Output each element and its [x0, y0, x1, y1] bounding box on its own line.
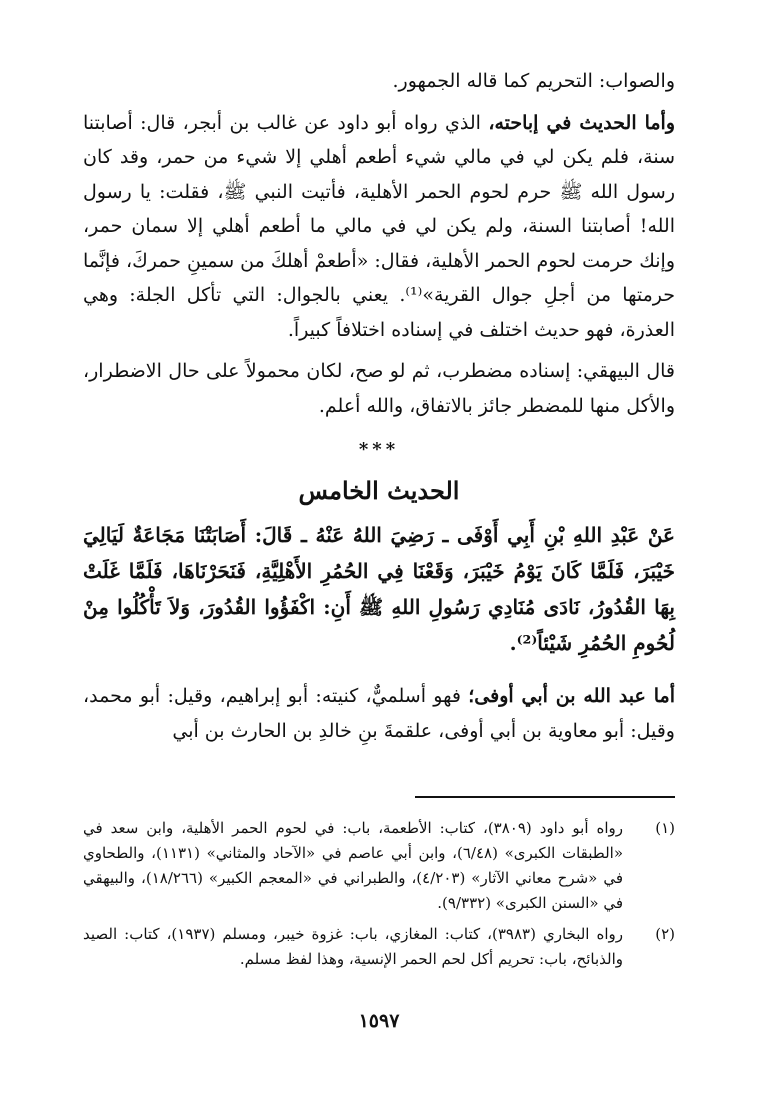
paragraph-body: الذي رواه أبو داود عن غالب بن أبجر، قال: أصابتنا سنة، فلم يكن لي في مالي شيء أطعم أهلي إلا شيء من حمر، وقد كان رسول الله ﷺ حرم لحوم الحمر الأهلية، فأتيت النبي ﷺ، فقلت: يا رسول الله! أصابتنا السنة، ولم يكن لي في مالي ما أطعم أهلي إلا سمان حمر، وإنك حرمت لحوم الحمر الأهلية، فقال: «أطعمْ أهلكَ من سمينِ حمركَ، فإنَّما حرمتها من أجلِ جوال القرية»⁽¹⁾. يعني بالجوال: التي تأكل الجلة: وهي العذرة، فهو حديث اختلف في إسناده اختلافاً كبيراً.	[83, 111, 675, 341]
footnote-text: رواه أبو داود (٣٨٠٩)، كتاب: الأطعمة، باب: في لحوم الحمر الأهلية، وابن سعد في «الطبقات الكبرى» (٦/٤٨)، وابن أبي عاصم في «الآحاد والمثاني» (١١٣١)، والطحاوي في «شرح معاني الآثار» (٤/٢٠٣)، والطبراني في «المعجم الكبير» (١٨/٢٦٦)، والبيهقي في «السنن الكبرى» (٩/٣٣٢).	[83, 819, 624, 912]
footnote-number: (٢)	[655, 925, 675, 943]
paragraph-bayhaqi	[83, 354, 675, 423]
main-text	[83, 64, 675, 748]
paragraph-conclusion	[83, 64, 675, 99]
paragraph-narrator	[83, 679, 675, 748]
paragraph-bayhaqi-text: قال البيهقي: إسناده مضطرب، ثم لو صح، لكان محمولاً على حال الاضطرار، والأكل منها للمضطر جائز بالاتفاق، والله أعلم.	[83, 360, 675, 417]
hadith-text: عَنْ عَبْدِ اللهِ بْنِ أَبِي أَوْفَى ـ رَضِيَ اللهُ عَنْهُ ـ قَالَ: أَصَابَتْنَا مَجَاعَةٌ لَيَالِيَ خَيْبَرَ، فَلَمَّا كَانَ يَوْمُ خَيْبَرَ، وَقَعْنَا فِي الحُمُرِ الأَهْلِيَّةِ، فَنَحَرْنَاهَا، فَلَمَّا غَلَتْ بِهَا القُدُورُ، نَادَى مُنَادِي رَسُولِ اللهِ ﷺ أَنِ: اكْفَؤُوا القُدُورَ، وَلاَ تَأْكُلُوا مِنْ لُحُومِ الحُمُرِ شَيْئاً⁽²⁾.	[83, 523, 675, 655]
footnote-2	[83, 922, 675, 972]
footnote-text: رواه البخاري (٣٩٨٣)، كتاب: المغازي، باب: غزوة خيبر، ومسلم (١٩٣٧)، كتاب: الصيد والذبائح، باب: تحريم أكل لحم الحمر الإنسية، وهذا لفظ مسلم.	[83, 925, 623, 968]
paragraph-conclusion-text: والصواب: التحريم كما قاله الجمهور.	[392, 70, 675, 92]
paragraph-narrator-lead-bold: أما عبد الله بن أبي أوفى؛	[468, 685, 675, 707]
section-heading: الحديث الخامس	[298, 476, 460, 505]
paragraph-hadith-permission	[83, 106, 675, 348]
footnote-1	[83, 816, 675, 916]
page-number: ١٥٩٧	[358, 1010, 400, 1032]
section-separator: ***	[358, 439, 400, 460]
footnote-divider	[415, 796, 675, 798]
paragraph-narrator-body: فهو أسلميٌّ، كنيته: أبو إبراهيم، وقيل: أبو محمد، وقيل: أبو معاوية بن أبي أوفى، علقمةَ بنِ خالدِ بن الحارث بن أبي	[83, 685, 675, 742]
paragraph-lead-bold: وأما الحديث في إباحته،	[488, 111, 675, 134]
footnotes	[83, 816, 675, 978]
footnote-number: (١)	[655, 819, 675, 837]
